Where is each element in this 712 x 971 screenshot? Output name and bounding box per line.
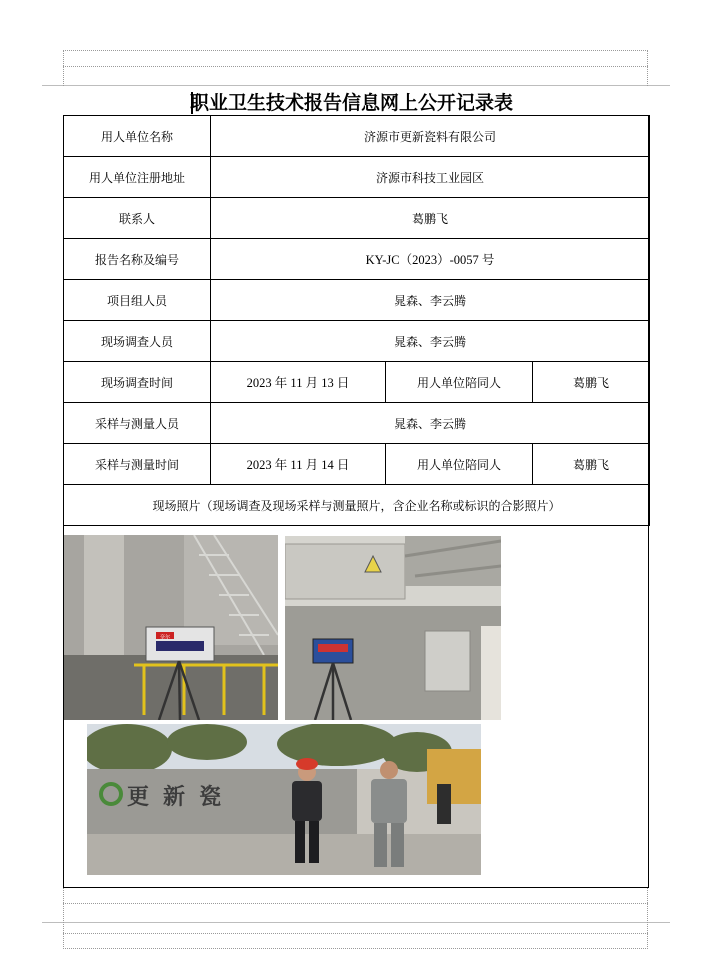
page-guide-left bbox=[63, 50, 64, 86]
page-guide-right bbox=[647, 50, 648, 86]
page-edge-top bbox=[42, 85, 670, 86]
value-cell[interactable]: 晁森、李云腾 bbox=[211, 280, 650, 321]
label-cell[interactable]: 现场调查人员 bbox=[64, 321, 211, 362]
sampling-photo-image bbox=[285, 536, 501, 720]
photo-caption[interactable]: 现场照片（现场调查及现场采样与测量照片，含企业名称或标识的合影照片） bbox=[64, 485, 650, 526]
page-guide-bottom-3 bbox=[63, 948, 648, 949]
value-cell[interactable]: 晁森、李云腾 bbox=[211, 321, 650, 362]
value-cell[interactable]: KY-JC（2023）-0057 号 bbox=[211, 239, 650, 280]
group-photo-image bbox=[87, 724, 481, 875]
survey-photo-image bbox=[64, 535, 278, 720]
page-guide-bottom-2 bbox=[63, 933, 648, 934]
page-guide-top-2 bbox=[63, 66, 648, 67]
label-cell[interactable]: 用人单位注册地址 bbox=[64, 157, 211, 198]
company-signboard: 更新瓷 bbox=[127, 784, 236, 810]
sampling-date-cell[interactable]: 2023 年 11 月 14 日 bbox=[211, 444, 386, 485]
row-contact bbox=[64, 198, 650, 239]
label-cell[interactable]: 联系人 bbox=[64, 198, 211, 239]
value-cell[interactable]: 济源市科技工业园区 bbox=[211, 157, 650, 198]
row-sampling-time bbox=[64, 444, 650, 485]
page-edge-bottom bbox=[42, 922, 670, 923]
escort-cell[interactable]: 葛鹏飞 bbox=[533, 444, 650, 485]
escort-label-cell[interactable]: 用人单位陪同人 bbox=[386, 444, 533, 485]
label-cell[interactable]: 报告名称及编号 bbox=[64, 239, 211, 280]
escort-label-cell[interactable]: 用人单位陪同人 bbox=[386, 362, 533, 403]
label-cell[interactable]: 采样与测量人员 bbox=[64, 403, 211, 444]
row-survey-staff bbox=[64, 321, 650, 362]
group-photo bbox=[87, 724, 481, 875]
label-cell[interactable]: 现场调查时间 bbox=[64, 362, 211, 403]
value-cell[interactable]: 晁森、李云腾 bbox=[211, 403, 650, 444]
document-title[interactable]: 职业卫生技术报告信息网上公开记录表 bbox=[190, 92, 514, 114]
sampling-photo bbox=[285, 536, 501, 720]
row-survey-time bbox=[64, 362, 650, 403]
survey-date-cell[interactable]: 2023 年 11 月 13 日 bbox=[211, 362, 386, 403]
value-cell[interactable]: 葛鹏飞 bbox=[211, 198, 650, 239]
label-cell[interactable]: 项目组人员 bbox=[64, 280, 211, 321]
page-guide-top bbox=[63, 50, 648, 51]
page-guide-right-bottom bbox=[647, 888, 648, 949]
meter-badge: 奈尔 bbox=[159, 634, 171, 641]
page-guide-bottom bbox=[63, 903, 648, 904]
row-sampling-staff bbox=[64, 403, 650, 444]
row-project-team bbox=[64, 280, 650, 321]
value-cell[interactable]: 济源市更新瓷料有限公司 bbox=[211, 116, 650, 157]
row-report-number bbox=[64, 239, 650, 280]
survey-photo bbox=[64, 535, 278, 720]
label-cell[interactable]: 采样与测量时间 bbox=[64, 444, 211, 485]
page-guide-left-bottom bbox=[63, 888, 64, 949]
row-registered-address bbox=[64, 157, 650, 198]
row-employer-name bbox=[64, 116, 650, 157]
row-photo-caption bbox=[64, 485, 650, 526]
record-table bbox=[63, 115, 650, 526]
escort-cell[interactable]: 葛鹏飞 bbox=[533, 362, 650, 403]
label-cell[interactable]: 用人单位名称 bbox=[64, 116, 211, 157]
